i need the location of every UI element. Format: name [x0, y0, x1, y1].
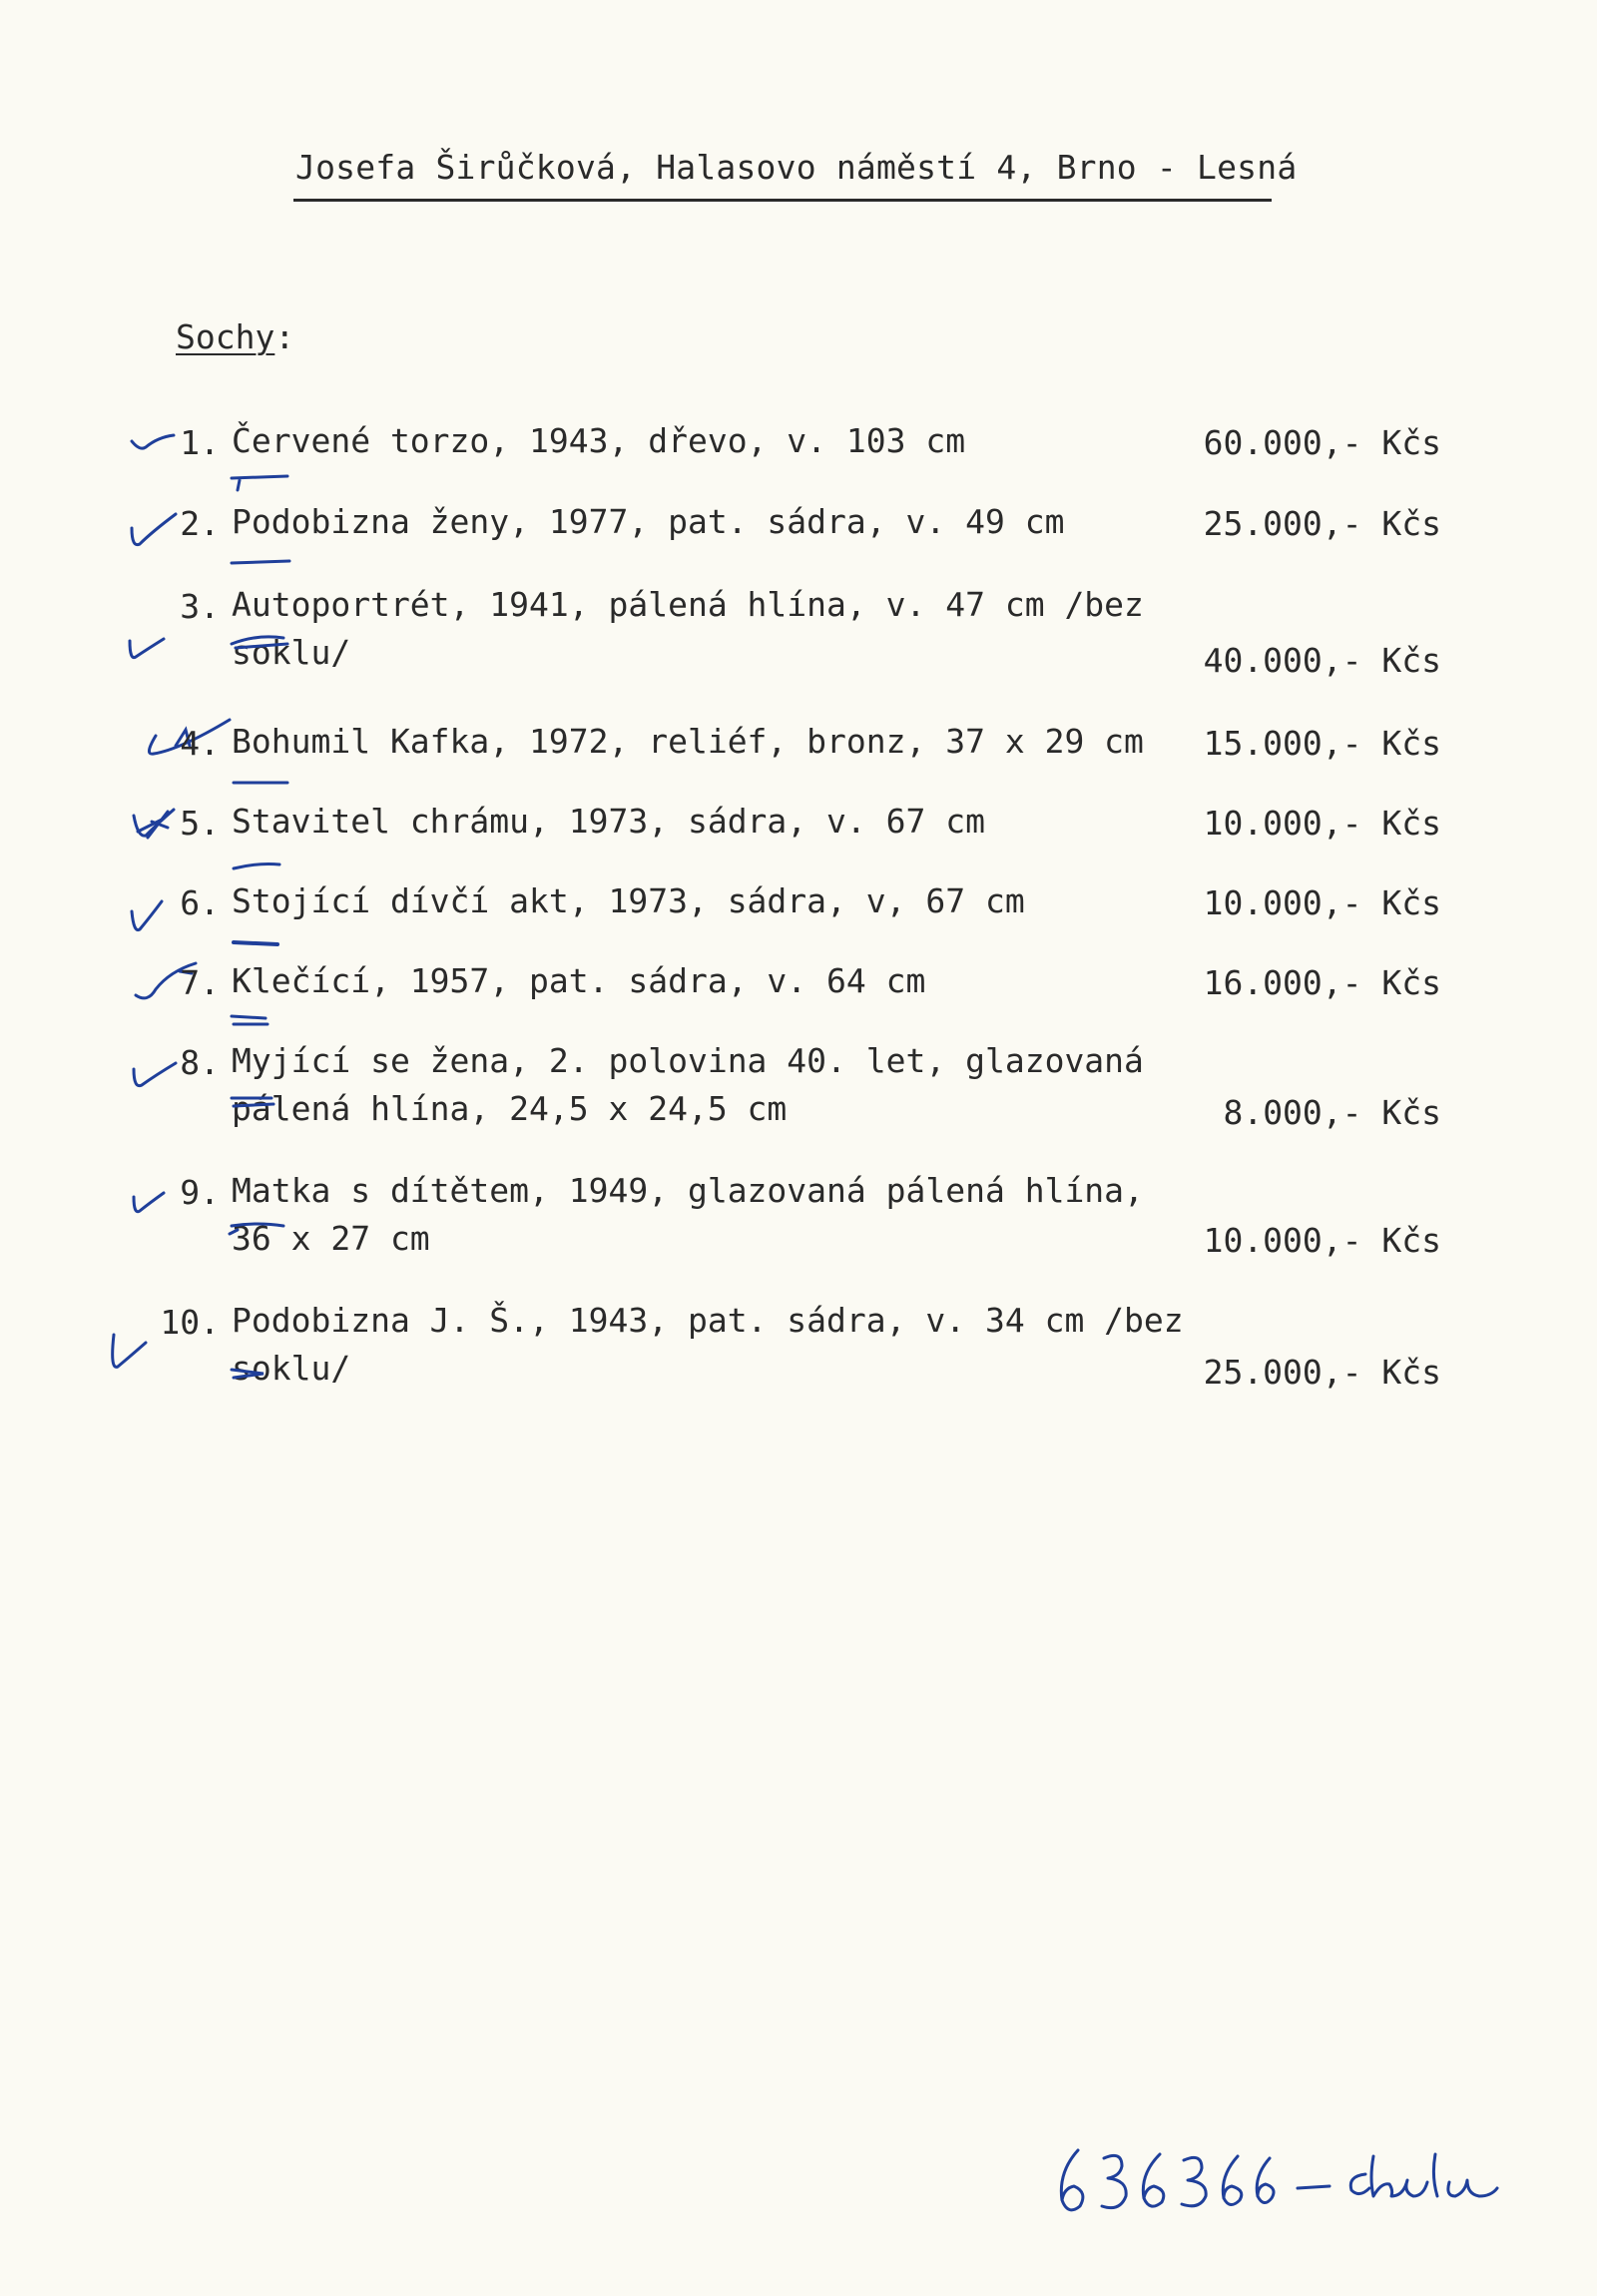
item-description-line: soklu/	[232, 1349, 351, 1388]
item-number: 10.	[160, 1303, 220, 1342]
item-description	[232, 957, 925, 1005]
item-number: 4.	[180, 724, 220, 763]
pen-underline-mark	[228, 546, 297, 568]
document-header: Josefa Širůčková, Halasovo náměstí 4, Brno - Lesná	[295, 148, 1298, 187]
pen-underline-mark	[228, 1211, 297, 1233]
section-heading-colon: :	[274, 317, 295, 356]
pen-underline-mark	[228, 621, 297, 643]
item-description	[232, 798, 985, 846]
item-description	[232, 1167, 1144, 1263]
item-price: 8.000,- Kčs	[1223, 1093, 1441, 1132]
item-description	[232, 877, 1025, 925]
item-description-line: Bohumil Kafka, 1972, reliéf, bronz, 37 x 29 cm	[232, 722, 1144, 761]
item-description	[232, 1037, 1144, 1133]
item-price: 40.000,- Kčs	[1203, 641, 1441, 680]
item-description-line: Matka s dítětem, 1949, glazovaná pálená hlína,	[232, 1171, 1144, 1210]
pen-underline-mark	[228, 1083, 297, 1105]
item-description-line: Stojící dívčí akt, 1973, sádra, v, 67 cm	[232, 881, 1025, 920]
checkmark-icon	[124, 631, 184, 681]
item-number: 3.	[180, 587, 220, 626]
item-description-line: Červené torzo, 1943, dřevo, v. 103 cm	[232, 421, 966, 460]
item-description	[232, 718, 1144, 766]
item-description-line: Myjící se žena, 2. polovina 40. let, glazovaná	[232, 1041, 1144, 1080]
item-number: 5.	[180, 804, 220, 843]
item-price: 15.000,- Kčs	[1203, 724, 1441, 763]
pen-underline-mark	[228, 463, 297, 485]
pen-underline-mark	[228, 768, 297, 790]
section-heading	[176, 317, 294, 356]
pen-underline-mark	[228, 927, 297, 949]
item-number: 1.	[180, 423, 220, 462]
item-number: 6.	[180, 883, 220, 922]
header-underline	[293, 199, 1272, 202]
item-price: 25.000,- Kčs	[1203, 504, 1441, 543]
handwritten-note	[1048, 2116, 1517, 2226]
item-number: 9.	[180, 1173, 220, 1212]
item-description	[232, 498, 1064, 546]
item-description-line: 36 x 27 cm	[232, 1219, 430, 1258]
item-price: 10.000,- Kčs	[1203, 1221, 1441, 1260]
item-description-line: Stavitel chrámu, 1973, sádra, v. 67 cm	[232, 802, 985, 841]
item-price: 16.000,- Kčs	[1203, 963, 1441, 1002]
item-description-line: pálená hlína, 24,5 x 24,5 cm	[232, 1089, 788, 1128]
section-heading-label: Sochy	[176, 317, 275, 356]
item-price: 25.000,- Kčs	[1203, 1353, 1441, 1392]
item-price: 10.000,- Kčs	[1203, 804, 1441, 843]
item-price: 10.000,- Kčs	[1203, 883, 1441, 922]
item-description-line: Podobizna J. Š., 1943, pat. sádra, v. 34 cm /bez	[232, 1301, 1184, 1340]
item-number: 7.	[180, 963, 220, 1002]
item-description-line: Klečící, 1957, pat. sádra, v. 64 cm	[232, 961, 926, 1000]
item-number: 2.	[180, 504, 220, 543]
item-description	[232, 417, 965, 465]
item-price: 60.000,- Kčs	[1203, 423, 1441, 462]
pen-underline-mark	[228, 1001, 297, 1023]
item-number: 8.	[180, 1043, 220, 1082]
pen-underline-mark	[228, 850, 297, 871]
pen-underline-mark	[228, 1355, 297, 1377]
item-description	[232, 1297, 1184, 1393]
item-description-line: Podobizna ženy, 1977, pat. sádra, v. 49 cm	[232, 502, 1065, 541]
item-description	[232, 581, 1144, 677]
item-description-line: Autoportrét, 1941, pálená hlína, v. 47 cm /bez	[232, 585, 1144, 624]
item-description-line: soklu/	[232, 633, 351, 672]
